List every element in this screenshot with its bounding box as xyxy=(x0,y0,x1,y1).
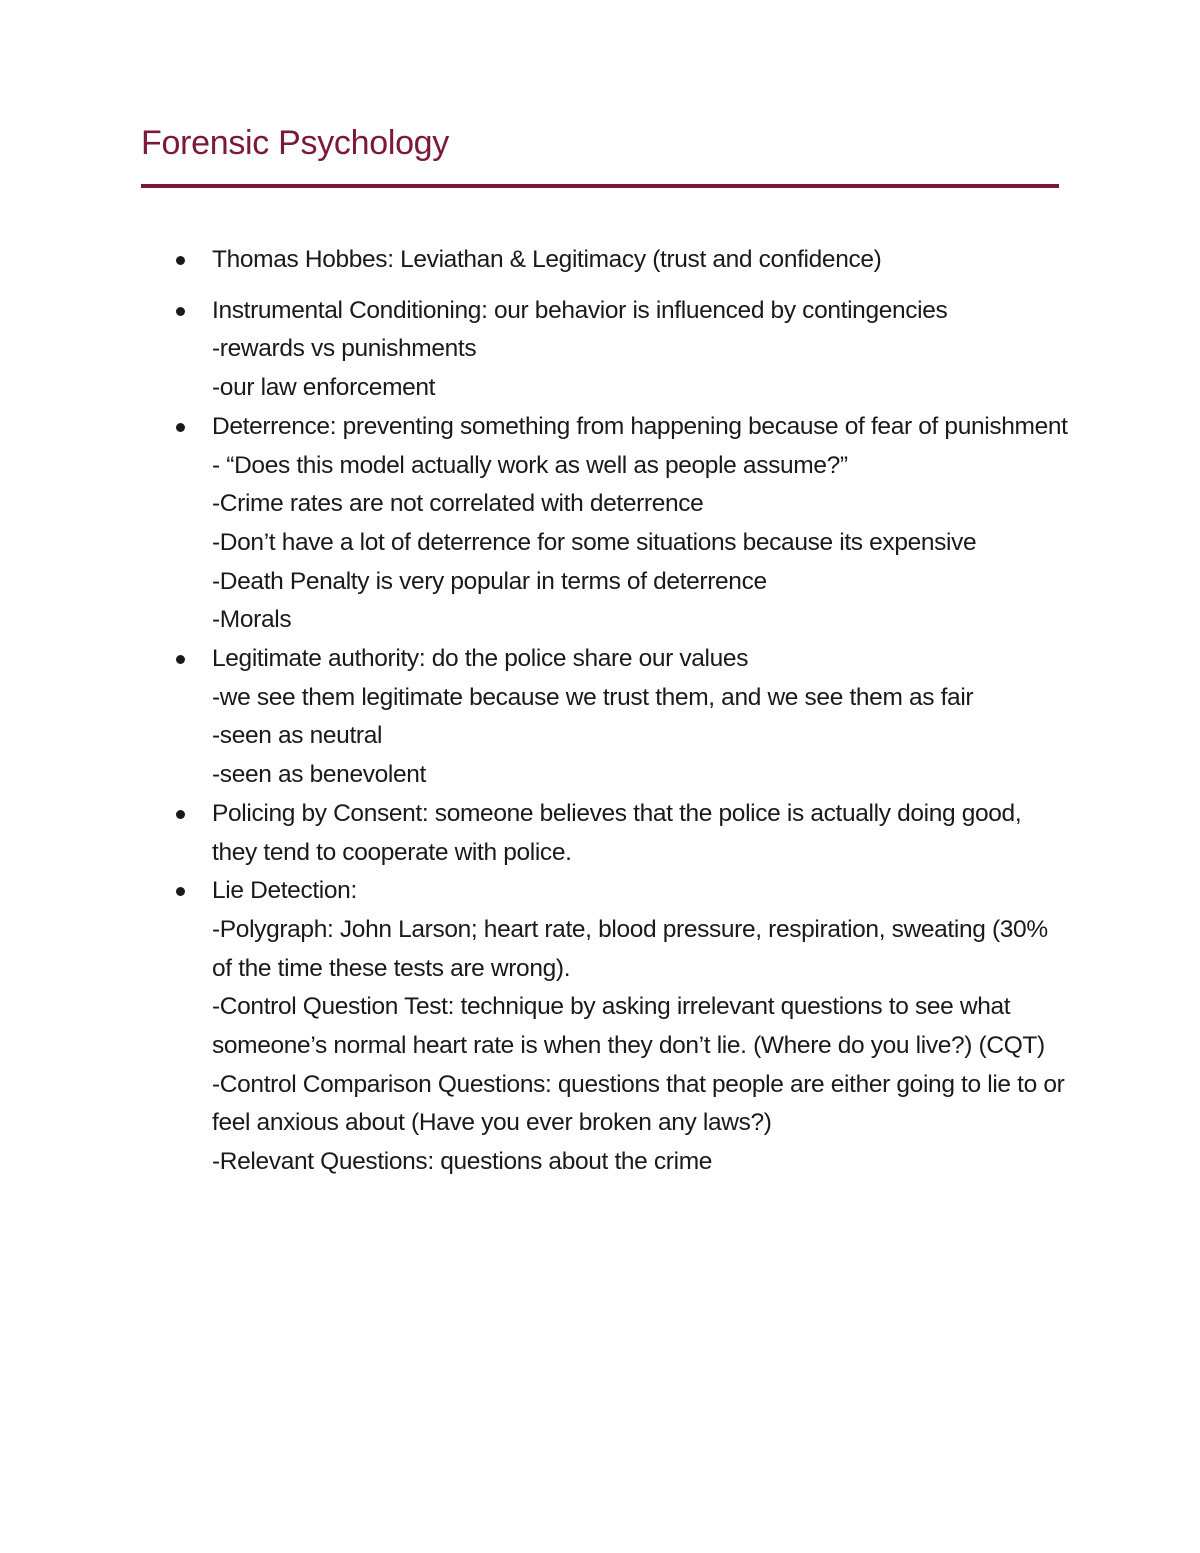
note-heading: Instrumental Conditioning: our behavior is influenced by contingencies xyxy=(212,296,948,324)
note-detail: -Crime rates are not correlated with deterrence xyxy=(212,490,704,518)
notes-list xyxy=(0,241,1200,1182)
bullet-icon xyxy=(176,655,185,664)
list-item xyxy=(0,872,1072,1182)
note-detail: -seen as neutral xyxy=(212,722,383,750)
list-item xyxy=(0,408,1072,640)
note-heading: Thomas Hobbes: Leviathan & Legitimacy (trust and confidence) xyxy=(212,246,882,273)
title-underline xyxy=(141,184,1059,188)
note-detail: -Control Question Test: technique by asking irrelevant questions to see what someone’s normal heart rate is when they don’t lie. (Where do you live?) (CQT) xyxy=(212,993,1045,1060)
note-detail: - “Does this model actually work as well as people assume?” xyxy=(212,451,848,479)
note-detail: -rewards vs punishments xyxy=(212,335,477,363)
note-detail: -Control Comparison Questions: questions that people are either going to lie to or feel anxious about (Have you ever broken any laws?) xyxy=(212,1070,1065,1137)
page-title: Forensic Psychology xyxy=(141,124,449,162)
bullet-icon xyxy=(176,810,185,819)
note-detail: -seen as benevolent xyxy=(212,761,427,789)
bullet-icon xyxy=(176,887,185,896)
note-heading: Lie Detection: xyxy=(212,877,357,905)
note-detail: -Relevant Questions: questions about the crime xyxy=(212,1148,713,1176)
note-detail: -Don’t have a lot of deterrence for some situations because its expensive xyxy=(212,528,977,556)
note-heading: Policing by Consent: someone believes that the police is actually doing good, they tend to cooperate with police. xyxy=(212,799,1022,866)
list-item xyxy=(0,292,1072,408)
note-detail: -our law enforcement xyxy=(212,374,436,402)
note-heading: Deterrence: preventing something from happening because of fear of punishment xyxy=(212,412,1068,440)
list-item xyxy=(0,241,1072,280)
note-detail: -Polygraph: John Larson; heart rate, blood pressure, respiration, sweating (30% of the time these tests are wrong). xyxy=(212,915,1048,982)
list-item xyxy=(0,795,1072,872)
note-detail: -we see them legitimate because we trust them, and we see them as fair xyxy=(212,683,974,711)
bullet-icon xyxy=(176,423,185,432)
note-heading: Legitimate authority: do the police share our values xyxy=(212,645,749,673)
bullet-icon xyxy=(176,256,185,265)
note-detail: -Death Penalty is very popular in terms of deterrence xyxy=(212,567,767,595)
list-item xyxy=(0,640,1072,795)
note-detail: -Morals xyxy=(212,606,292,634)
bullet-icon xyxy=(176,307,185,316)
